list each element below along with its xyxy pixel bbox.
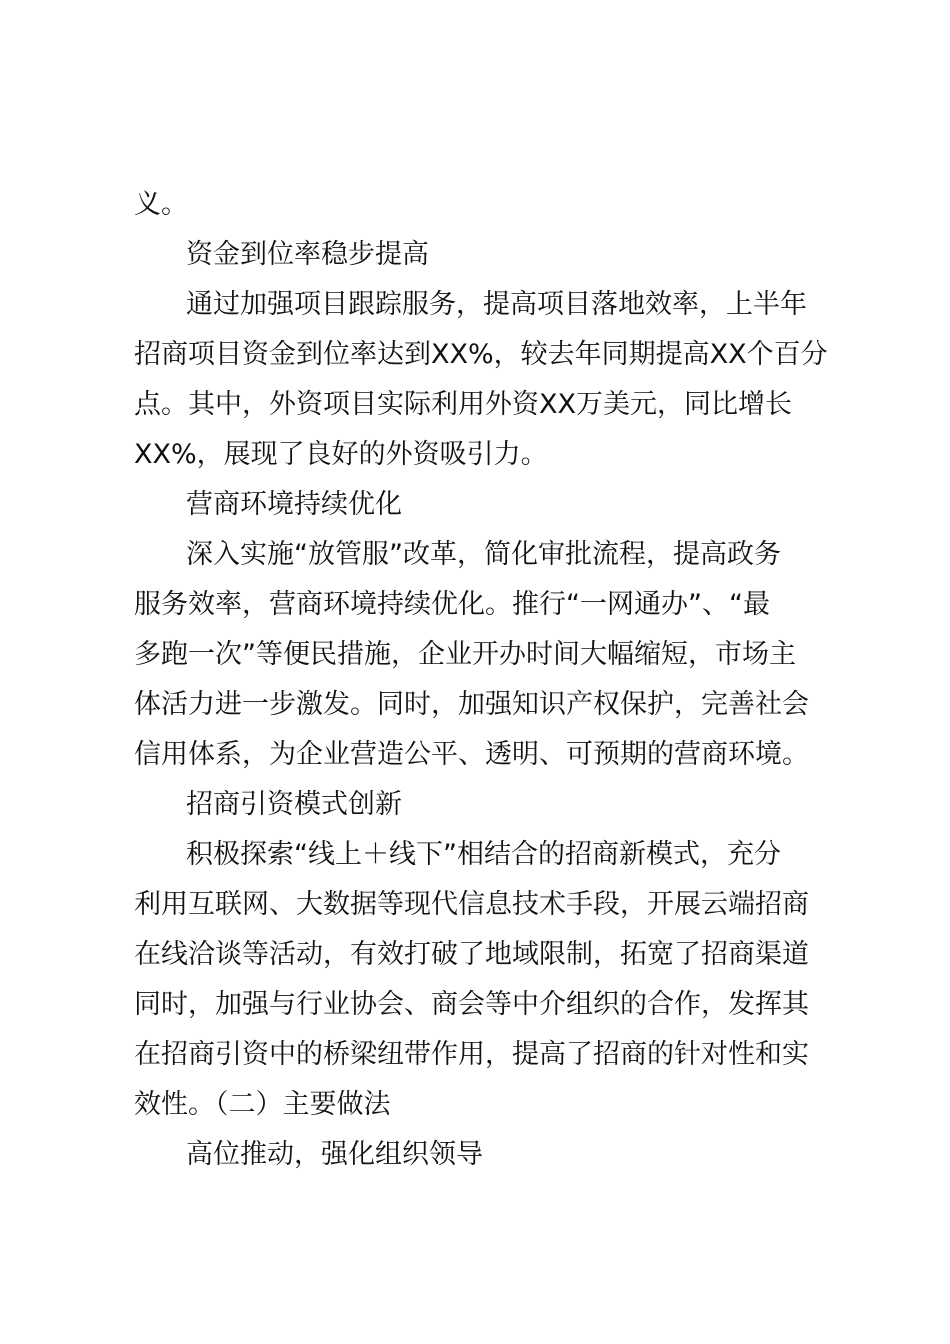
text-line: 深入实施“放管服”改革，简化审批流程，提高政务: [186, 539, 781, 570]
text-line: 在招商引资中的桥梁纽带作用，提高了招商的针对性和实: [134, 1039, 809, 1070]
text-line: 效性。（二）主要做法: [134, 1089, 391, 1120]
section-heading: 高位推动，强化组织领导: [186, 1139, 483, 1170]
text-line: 同时，加强与行业协会、商会等中介组织的合作，发挥其: [134, 989, 809, 1020]
section-heading: 资金到位率稳步提高: [186, 239, 429, 270]
text-line: 积极探索“线上＋线下”相结合的招商新模式，充分: [186, 839, 781, 870]
text-line: 点。其中，外资项目实际利用外资XX万美元，同比增长: [134, 389, 792, 420]
text-line: 通过加强项目跟踪服务，提高项目落地效率，上半年: [186, 289, 807, 320]
text-line: 义。: [134, 189, 188, 220]
text-line: 招商项目资金到位率达到XX%，较去年同期提高XX个百分: [134, 339, 828, 370]
section-heading: 招商引资模式创新: [186, 789, 402, 820]
text-line: XX%，展现了良好的外资吸引力。: [134, 439, 548, 470]
text-line: 在线洽谈等活动，有效打破了地域限制，拓宽了招商渠道: [134, 939, 809, 970]
text-line: 服务效率，营商环境持续优化。推行“一网通办”、“最: [134, 589, 770, 620]
section-heading: 营商环境持续优化: [186, 489, 402, 520]
text-line: 多跑一次”等便民措施，企业开办时间大幅缩短，市场主: [134, 639, 796, 670]
text-line: 体活力进一步激发。同时，加强知识产权保护，完善社会: [134, 689, 809, 720]
text-line: 信用体系，为企业营造公平、透明、可预期的营商环境。: [134, 739, 809, 770]
text-line: 利用互联网、大数据等现代信息技术手段，开展云端招商: [134, 889, 809, 920]
